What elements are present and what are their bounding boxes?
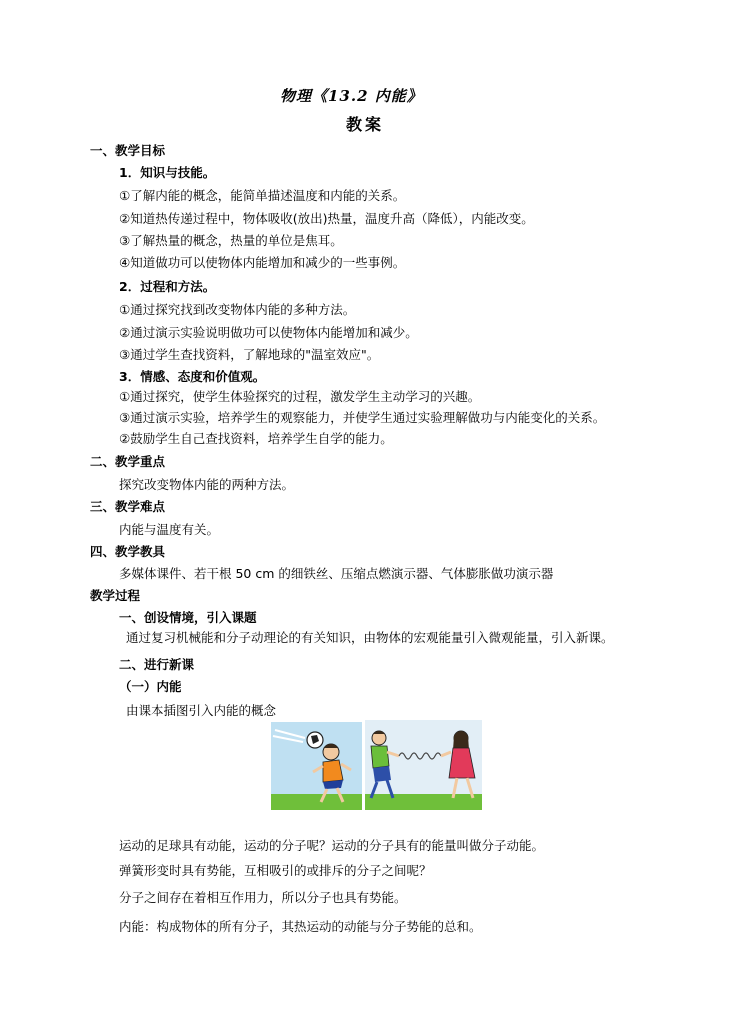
paragraph: 探究改变物体内能的两种方法。 xyxy=(119,477,295,492)
list-item: ②通过演示实验说明做功可以使物体内能增加和减少。 xyxy=(119,325,418,340)
paragraph: 通过复习机械能和分子动理论的有关知识，由物体的宏观能量引入微观能量，引入新课。 xyxy=(126,630,614,645)
paragraph: 内能：构成物体的所有分子，其热运动的动能与分子势能的总和。 xyxy=(119,919,482,934)
paragraph: 运动的足球具有动能，运动的分子呢？运动的分子具有的能量叫做分子动能。 xyxy=(119,838,545,853)
paragraph: 多媒体课件、若干根 50 cm 的细铁丝、压缩点燃演示器、气体膨胀做功演示器 xyxy=(119,566,554,581)
document-title: 物理《13.2 内能》 xyxy=(280,87,423,105)
subheading-attitude: 3．情感、态度和价值观。 xyxy=(119,369,266,384)
section-heading-objectives: 一、教学目标 xyxy=(90,143,166,158)
section-heading-process: 教学过程 xyxy=(90,588,141,603)
list-item: ③通过演示实验，培养学生的观察能力，并使学生通过实验理解做功与内能变化的关系。 xyxy=(119,410,606,425)
list-item: ①通过探究找到改变物体内能的多种方法。 xyxy=(119,302,356,317)
document-subtitle: 教案 xyxy=(346,115,385,134)
list-item: ①通过探究，使学生体验探究的过程，激发学生主动学习的兴趣。 xyxy=(119,389,481,404)
subheading-new-lesson: 二、进行新课 xyxy=(119,657,195,672)
paragraph: 由课本插图引入内能的概念 xyxy=(126,703,277,718)
paragraph: 弹簧形变时具有势能，互相吸引的或排斥的分子之间呢？ xyxy=(119,863,432,878)
spring-pull-icon xyxy=(365,720,482,810)
soccer-player-icon xyxy=(271,722,362,810)
soccer-illustration xyxy=(271,722,362,810)
spring-illustration xyxy=(365,720,482,810)
list-item: ①了解内能的概念，能简单描述温度和内能的关系。 xyxy=(119,188,406,203)
subheading-internal-energy: （一）内能 xyxy=(119,679,182,694)
list-item: ③通过学生查找资料，了解地球的"温室效应"。 xyxy=(119,347,380,362)
section-heading-key-points: 二、教学重点 xyxy=(90,454,166,469)
list-item: ③了解热量的概念，热量的单位是焦耳。 xyxy=(119,233,343,248)
subheading-introduction: 一、创设情境，引入课题 xyxy=(119,610,257,625)
list-item: ②鼓励学生自己查找资料，培养学生自学的能力。 xyxy=(119,431,393,446)
section-heading-difficulties: 三、教学难点 xyxy=(90,499,166,514)
section-heading-materials: 四、教学教具 xyxy=(90,544,166,559)
subheading-knowledge: 1．知识与技能。 xyxy=(119,165,216,180)
list-item: ②知道热传递过程中，物体吸收(放出)热量，温度升高（降低），内能改变。 xyxy=(119,211,534,226)
subheading-process: 2．过程和方法。 xyxy=(119,279,216,294)
list-item: ④知道做功可以使物体内能增加和减少的一些事例。 xyxy=(119,255,406,270)
paragraph: 内能与温度有关。 xyxy=(119,522,220,537)
paragraph: 分子之间存在着相互作用力，所以分子也具有势能。 xyxy=(119,890,407,905)
